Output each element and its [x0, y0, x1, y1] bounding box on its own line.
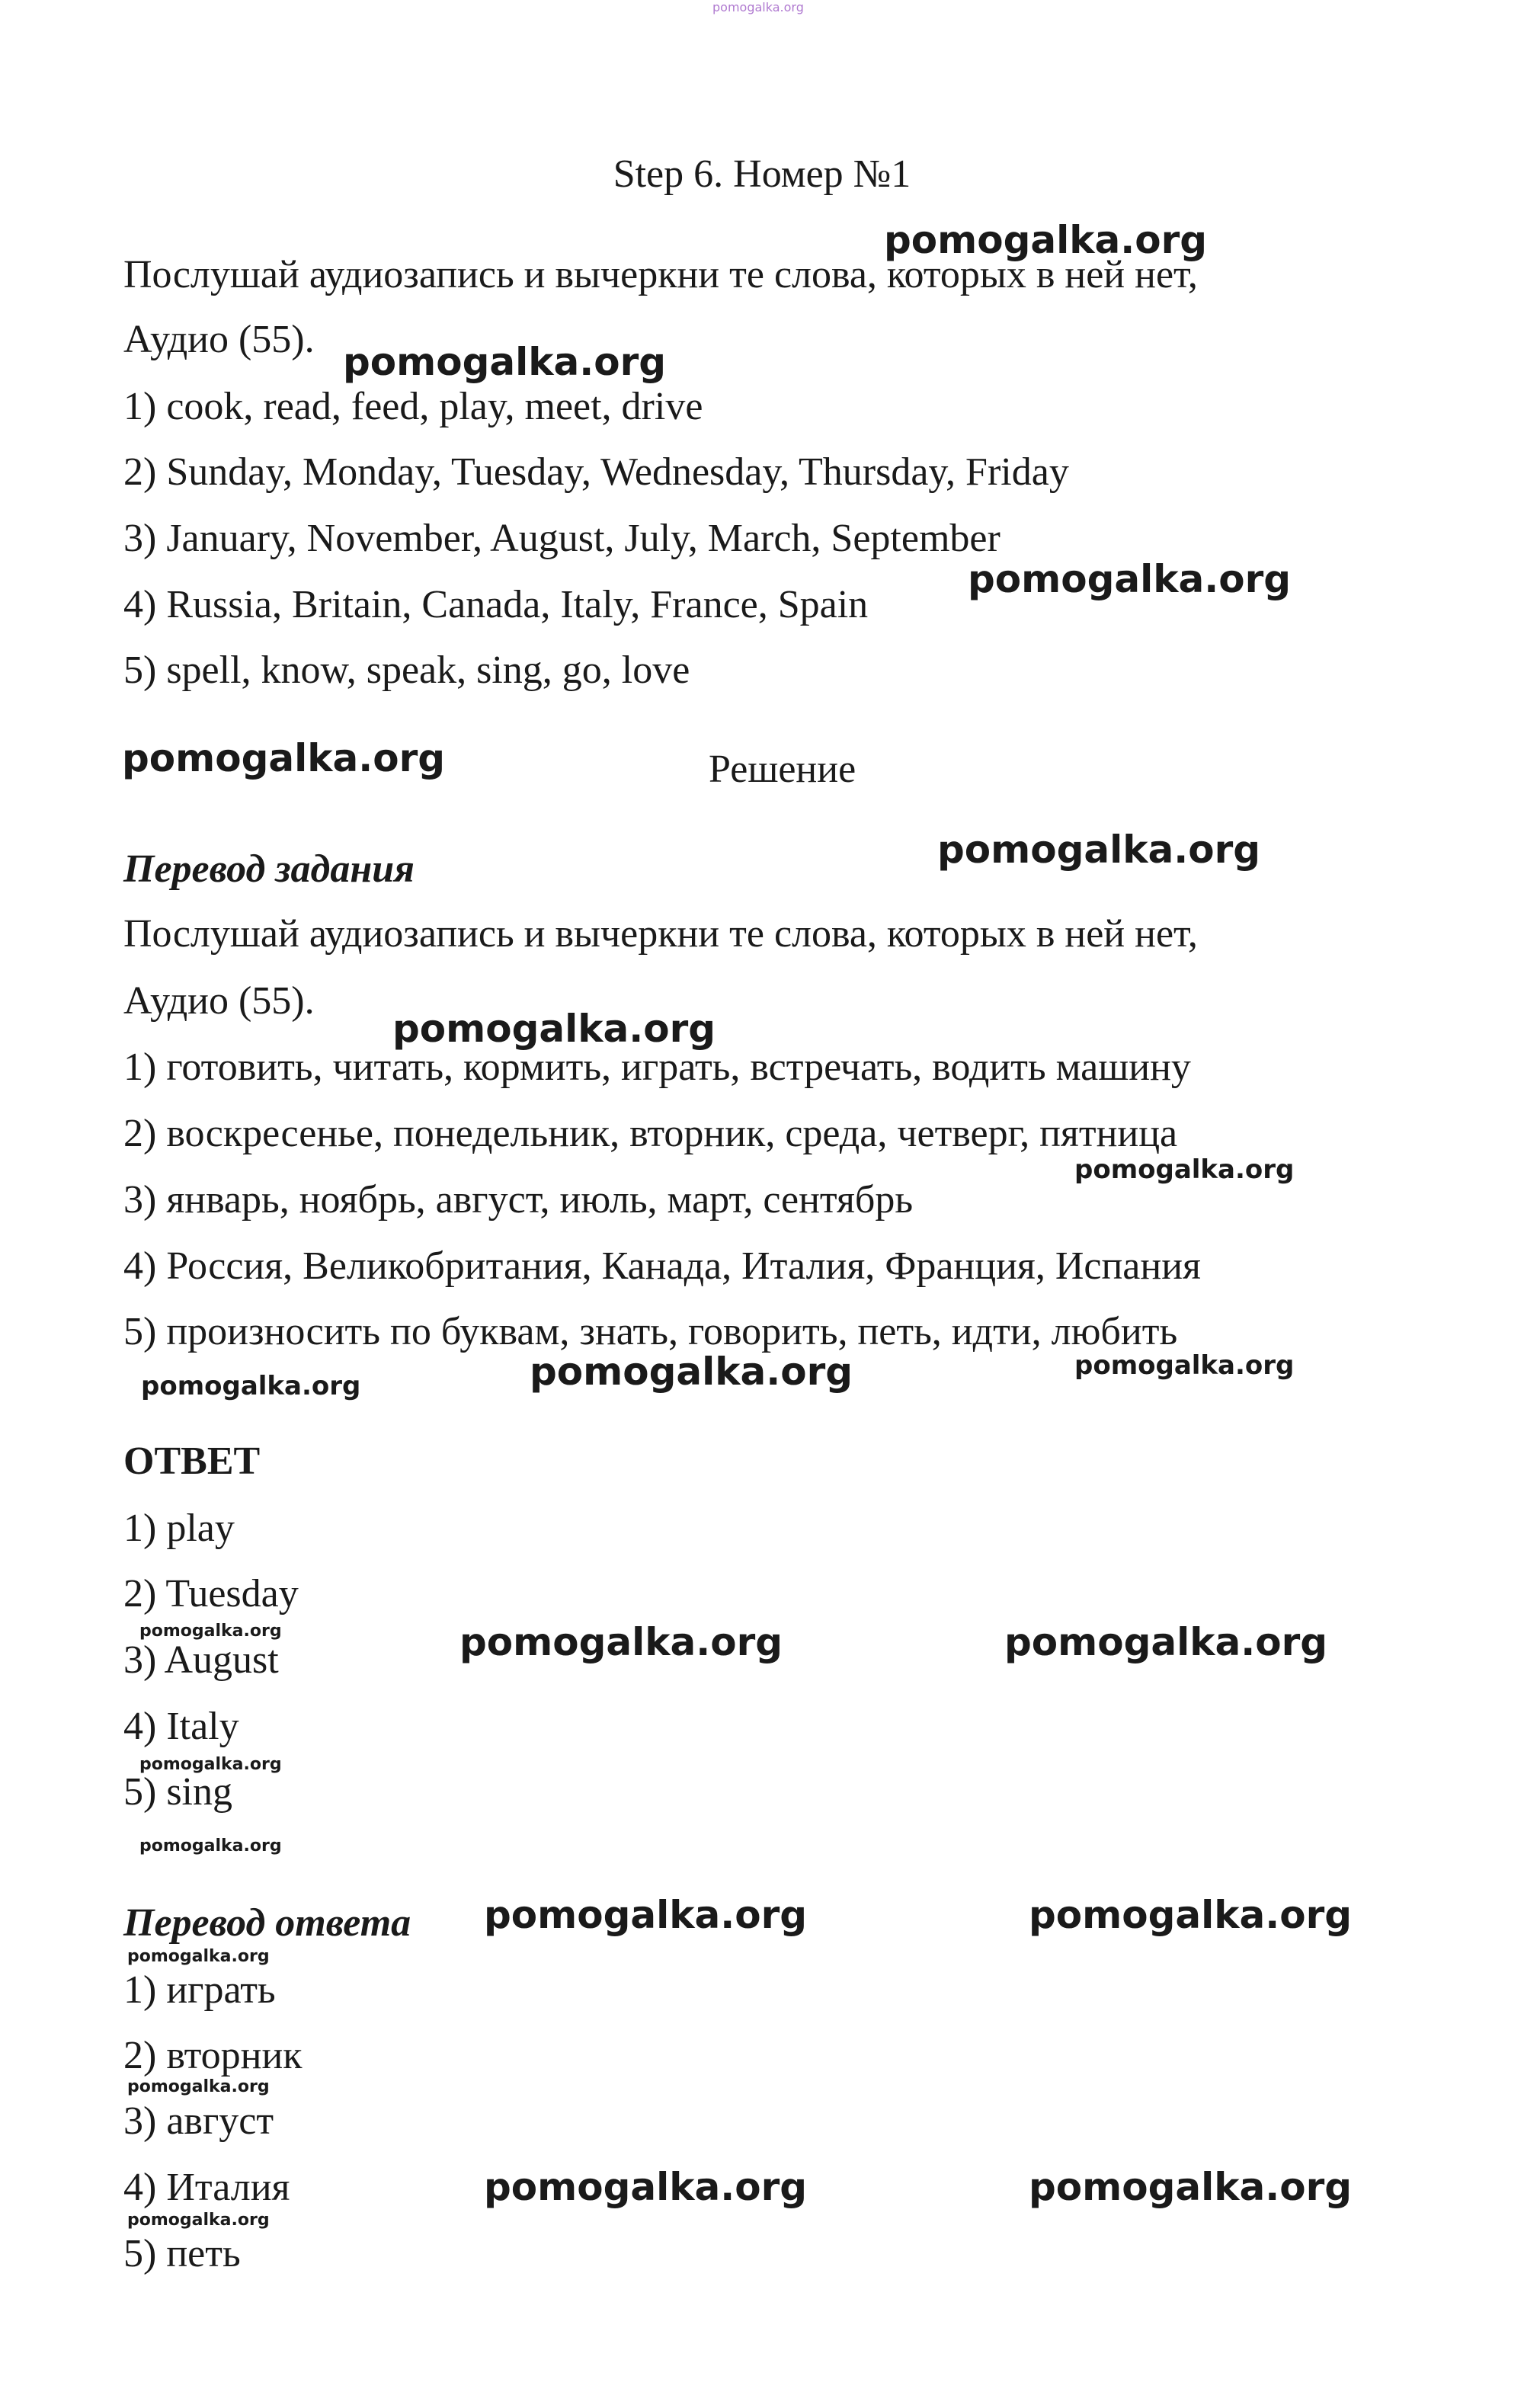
- watermark: pomogalka.org: [1004, 1620, 1328, 1664]
- answer-translation-item-1: 1) играть: [123, 1968, 276, 2012]
- watermark: pomogalka.org: [127, 2077, 270, 2096]
- watermark: pomogalka.org: [141, 1371, 361, 1401]
- watermark: pomogalka.org: [139, 1622, 282, 1641]
- watermark: pomogalka.org: [459, 1620, 783, 1664]
- answer-translation-heading: Перевод ответа: [123, 1901, 411, 1945]
- answer-item-5: 5) sing: [123, 1770, 232, 1814]
- watermark: pomogalka.org: [484, 1893, 808, 1937]
- answer-translation-item-2: 2) вторник: [123, 2034, 303, 2077]
- answer-item-4: 4) Italy: [123, 1705, 239, 1748]
- answer-item-3: 3) August: [123, 1638, 279, 1682]
- task-item-4: 4) Russia, Britain, Canada, Italy, France, Spain: [123, 583, 869, 626]
- translation-instruction-line1: Послушай аудиозапись и вычеркни те слова, которых в ней нет,: [123, 912, 1198, 956]
- task-item-3: 3) January, November, August, July, March, September: [123, 517, 1001, 560]
- answer-translation-item-4: 4) Италия: [123, 2166, 290, 2209]
- watermark: pomogalka.org: [1029, 1893, 1353, 1937]
- watermark: pomogalka.org: [530, 1350, 853, 1394]
- translation-item-4: 4) Россия, Великобритания, Канада, Италия, Франция, Испания: [123, 1244, 1201, 1288]
- task-item-5: 5) spell, know, speak, sing, go, love: [123, 648, 690, 692]
- watermark: pomogalka.org: [968, 557, 1292, 601]
- watermark: pomogalka.org: [484, 2165, 808, 2209]
- watermark: pomogalka.org: [139, 1836, 282, 1856]
- watermark: pomogalka.org: [127, 2211, 270, 2230]
- watermark: pomogalka.org: [392, 1007, 716, 1051]
- task-item-1: 1) cook, read, feed, play, meet, drive: [123, 385, 703, 428]
- translation-item-2: 2) воскресенье, понедельник, вторник, среда, четверг, пятница: [123, 1112, 1178, 1155]
- translation-item-3: 3) январь, ноябрь, август, июль, март, сентябрь: [123, 1178, 914, 1222]
- watermark-top: pomogalka.org: [712, 0, 804, 14]
- watermark: pomogalka.org: [122, 736, 446, 780]
- task-item-2: 2) Sunday, Monday, Tuesday, Wednesday, Thursday, Friday: [123, 450, 1069, 494]
- task-instruction-line1: Послушай аудиозапись и вычеркни те слова, которых в ней нет,: [123, 253, 1198, 296]
- watermark: pomogalka.org: [884, 218, 1208, 262]
- task-instruction-line2: Аудио (55).: [123, 318, 315, 361]
- watermark: pomogalka.org: [343, 340, 667, 384]
- watermark: pomogalka.org: [1029, 2165, 1353, 2209]
- watermark: pomogalka.org: [127, 1947, 270, 1966]
- solution-heading: Решение: [709, 748, 856, 791]
- translation-item-1: 1) готовить, читать, кормить, играть, встречать, водить машину: [123, 1045, 1191, 1089]
- answer-translation-item-5: 5) петь: [123, 2232, 241, 2275]
- answer-heading: ОТВЕТ: [123, 1439, 261, 1483]
- translation-heading: Перевод задания: [123, 847, 415, 891]
- watermark: pomogalka.org: [1074, 1154, 1295, 1185]
- page-title: Step 6. Номер №1: [613, 152, 911, 196]
- watermark: pomogalka.org: [1074, 1350, 1295, 1381]
- watermark: pomogalka.org: [139, 1755, 282, 1774]
- answer-item-2: 2) Tuesday: [123, 1572, 299, 1615]
- watermark: pomogalka.org: [937, 828, 1261, 872]
- translation-item-5: 5) произносить по буквам, знать, говорить, петь, идти, любить: [123, 1310, 1178, 1353]
- translation-instruction-line2: Аудио (55).: [123, 979, 315, 1023]
- answer-translation-item-3: 3) август: [123, 2099, 274, 2143]
- answer-item-1: 1) play: [123, 1507, 235, 1550]
